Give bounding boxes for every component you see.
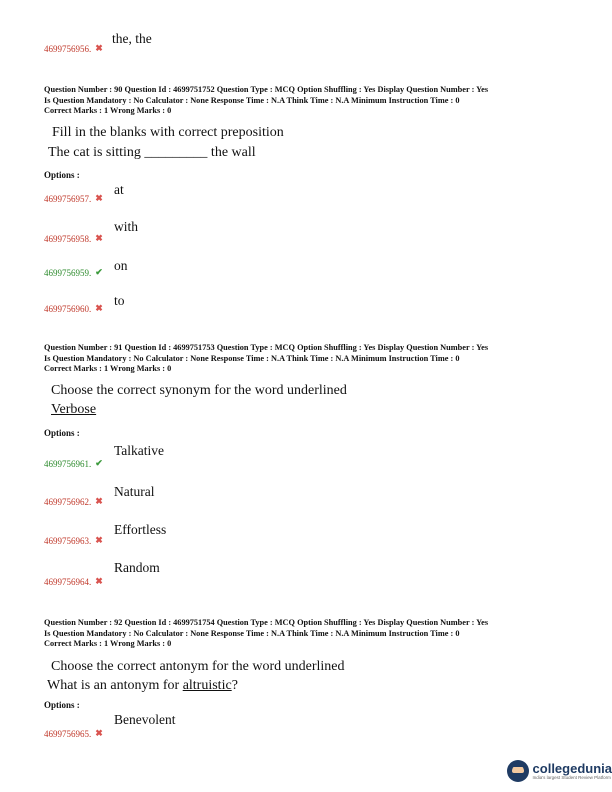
logo-tagline: India's largest Student Review Platform (532, 774, 611, 780)
option-id: 4699756958. ✖ (44, 233, 103, 244)
cross-mark-icon: ✖ (95, 576, 103, 586)
option-text: Natural (114, 484, 155, 499)
option-text: Random (114, 560, 160, 575)
cross-mark-icon: ✖ (95, 233, 103, 243)
option-id: 4699756963. ✖ (44, 535, 103, 546)
cross-mark-icon: ✖ (95, 535, 103, 545)
mascot-icon (507, 760, 529, 782)
cross-mark-icon: ✖ (95, 496, 103, 506)
collegedunia-logo (507, 760, 612, 782)
question-meta: Question Number : 90 Question Id : 4699751752 Question Type : MCQ Option Shuffling : Yes Display Question Number : Yes Is Question Mandatory : No Calculator : None Response Time : N.A Think Time : N.A Minimum Instruction Time : 0 Correct Marks : 1 Wrong Marks : 0 (44, 85, 489, 115)
question-text: The cat is sitting _________ the wall (48, 145, 256, 160)
option-text: to (114, 293, 125, 308)
option-text: Talkative (114, 443, 165, 458)
option-text: Effortless (114, 522, 167, 537)
question-text: Fill in the blanks with correct preposition (52, 125, 284, 140)
option-id: 4699756961. ✔ (44, 458, 103, 469)
options-label: Options : (44, 170, 80, 180)
option-text: at (114, 182, 124, 197)
cross-mark-icon: ✖ (95, 193, 103, 203)
option-id: 4699756959. ✔ (44, 267, 103, 278)
question-text: Choose the correct synonym for the word underlined (51, 383, 347, 398)
option-id: 4699756960. ✖ (44, 303, 103, 314)
cross-mark-icon: ✖ (95, 728, 103, 738)
options-label: Options : (44, 700, 80, 710)
option-text: on (114, 258, 128, 273)
cross-mark-icon: ✖ (95, 43, 103, 53)
options-label: Options : (44, 428, 80, 438)
option-text: with (114, 219, 139, 234)
question-meta: Question Number : 91 Question Id : 4699751753 Question Type : MCQ Option Shuffling : Yes Display Question Number : Yes Is Question Mandatory : No Calculator : None Response Time : N.A Think Time : N.A Minimum Instruction Time : 0 Correct Marks : 1 Wrong Marks : 0 (44, 343, 489, 373)
underlined-word: altruistic (182, 678, 232, 693)
question-meta: Question Number : 92 Question Id : 4699751754 Question Type : MCQ Option Shuffling : Yes Display Question Number : Yes Is Question Mandatory : No Calculator : None Response Time : N.A Think Time : N.A Minimum Instruction Time : 0 Correct Marks : 1 Wrong Marks : 0 (44, 618, 489, 648)
question-text: What is an antonym for altruistic? (47, 678, 238, 693)
option-text: Benevolent (114, 712, 176, 727)
option-text: the, the (112, 31, 152, 46)
option-id: 4699756957. ✖ (44, 193, 103, 204)
check-mark-icon: ✔ (95, 267, 103, 277)
option-id: 4699756962. ✖ (44, 496, 103, 507)
cross-mark-icon: ✖ (95, 303, 103, 313)
option-id: 4699756964. ✖ (44, 576, 103, 587)
option-id: 4699756965. ✖ (44, 728, 103, 739)
question-text: Choose the correct antonym for the word underlined (51, 659, 345, 674)
logo-name: collegedunia (532, 760, 612, 776)
underlined-word: Verbose (51, 402, 97, 417)
check-mark-icon: ✔ (95, 458, 103, 468)
option-id: 4699756956. ✖ (44, 43, 103, 54)
